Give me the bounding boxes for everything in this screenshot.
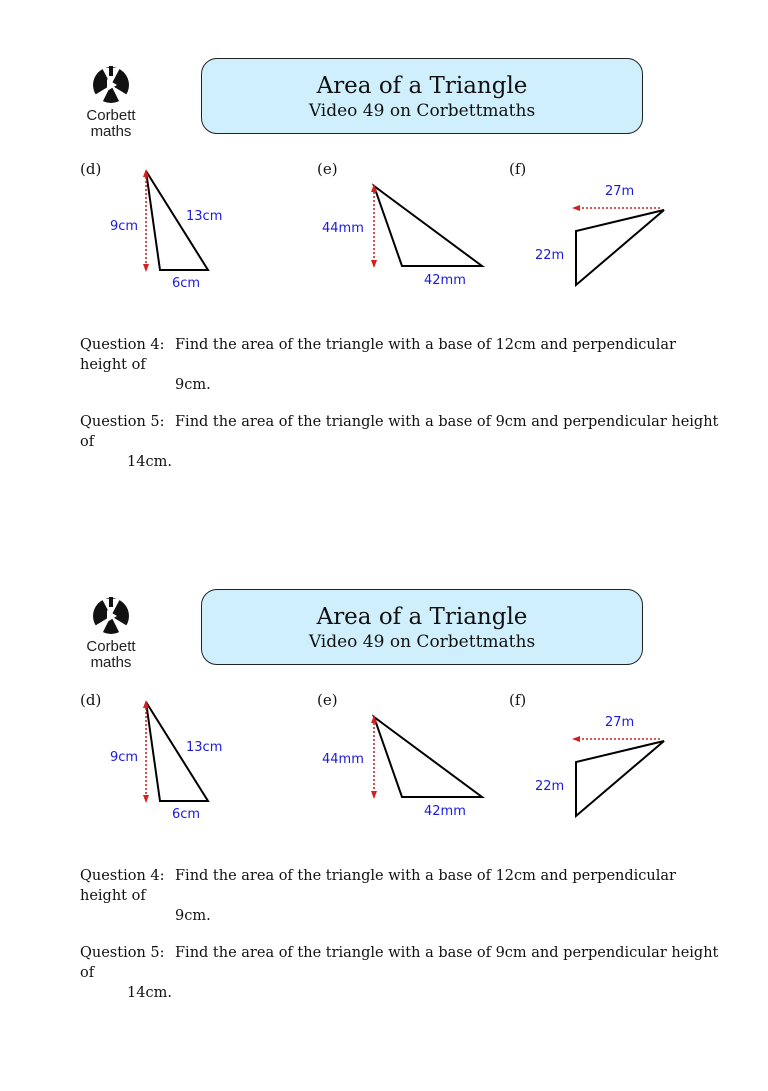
triangle-d-hyp-label: 13cm <box>186 740 223 755</box>
worksheet-copy-2 <box>0 591 768 1091</box>
triangle-e-figure <box>318 711 498 826</box>
question-text-cont: 9cm. <box>175 377 211 393</box>
page-subtitle: Video 49 on Corbettmaths <box>308 632 536 652</box>
question-4 <box>80 866 720 926</box>
arrow-down-icon <box>143 264 149 272</box>
triangle-e-height-label: 44mm <box>322 752 364 767</box>
logo-emblem-icon <box>80 66 142 106</box>
worksheet-copy-1 <box>0 60 768 560</box>
logo-text-maths: maths <box>90 654 132 671</box>
question-5 <box>80 943 720 1003</box>
arrow-left-icon <box>572 205 580 211</box>
question-text: Find the area of the triangle with a base of 12cm and perpendicular height of <box>80 337 676 373</box>
question-text: Find the area of the triangle with a base of 12cm and perpendicular height of <box>80 868 676 904</box>
question-5 <box>80 412 720 472</box>
title-box <box>201 589 643 665</box>
triangle-e-shape <box>374 717 482 797</box>
triangle-f-base-label: 27m <box>605 184 635 199</box>
logo-text-corbett: Corbett <box>86 107 136 124</box>
part-d-label: (d) <box>80 160 102 178</box>
title-box <box>201 58 643 134</box>
triangle-f-height-label: 22m <box>535 779 565 794</box>
arrow-left-icon <box>572 736 580 742</box>
part-f-label: (f) <box>509 691 527 709</box>
logo-text-maths: maths <box>90 123 132 140</box>
triangle-e-figure <box>318 180 498 295</box>
triangle-d-hyp-label: 13cm <box>186 209 223 224</box>
logo-emblem-icon <box>80 597 142 637</box>
page-subtitle: Video 49 on Corbettmaths <box>308 101 536 121</box>
triangle-d-height-label: 9cm <box>110 750 139 765</box>
triangle-f-figure <box>530 706 680 821</box>
triangle-d-base-label: 6cm <box>172 807 201 822</box>
triangle-d-base-label: 6cm <box>172 276 201 291</box>
triangle-e-base-label: 42mm <box>424 273 466 288</box>
question-text: Find the area of the triangle with a base of 9cm and perpendicular height of <box>80 945 719 981</box>
triangle-f-height-label: 22m <box>535 248 565 263</box>
page-title: Area of a Triangle <box>316 604 528 630</box>
arrow-down-icon <box>371 791 377 799</box>
part-e-label: (e) <box>317 160 338 178</box>
question-number: Question 4: <box>80 337 165 353</box>
question-number: Question 5: <box>80 945 165 961</box>
question-text-cont: 14cm. <box>127 454 172 470</box>
question-number: Question 4: <box>80 868 165 884</box>
triangle-f-base-label: 27m <box>605 715 635 730</box>
question-text: Find the area of the triangle with a base of 9cm and perpendicular height of <box>80 414 719 450</box>
question-text-cont: 9cm. <box>175 908 211 924</box>
corbettmaths-logo <box>80 597 142 675</box>
question-4 <box>80 335 720 395</box>
triangle-f-figure <box>530 175 680 290</box>
triangle-e-shape <box>374 186 482 266</box>
triangle-d-figure <box>100 165 230 300</box>
triangle-e-height-label: 44mm <box>322 221 364 236</box>
arrow-down-icon <box>143 795 149 803</box>
question-text-cont: 14cm. <box>127 985 172 1001</box>
triangle-f-shape <box>576 210 664 285</box>
triangle-f-shape <box>576 741 664 816</box>
triangle-e-base-label: 42mm <box>424 804 466 819</box>
triangle-d-figure <box>100 696 230 831</box>
part-f-label: (f) <box>509 160 527 178</box>
page-title: Area of a Triangle <box>316 73 528 99</box>
triangle-d-height-label: 9cm <box>110 219 139 234</box>
arrow-down-icon <box>371 260 377 268</box>
part-e-label: (e) <box>317 691 338 709</box>
question-number: Question 5: <box>80 414 165 430</box>
part-d-label: (d) <box>80 691 102 709</box>
logo-text-corbett: Corbett <box>86 638 136 655</box>
corbettmaths-logo <box>80 66 142 144</box>
